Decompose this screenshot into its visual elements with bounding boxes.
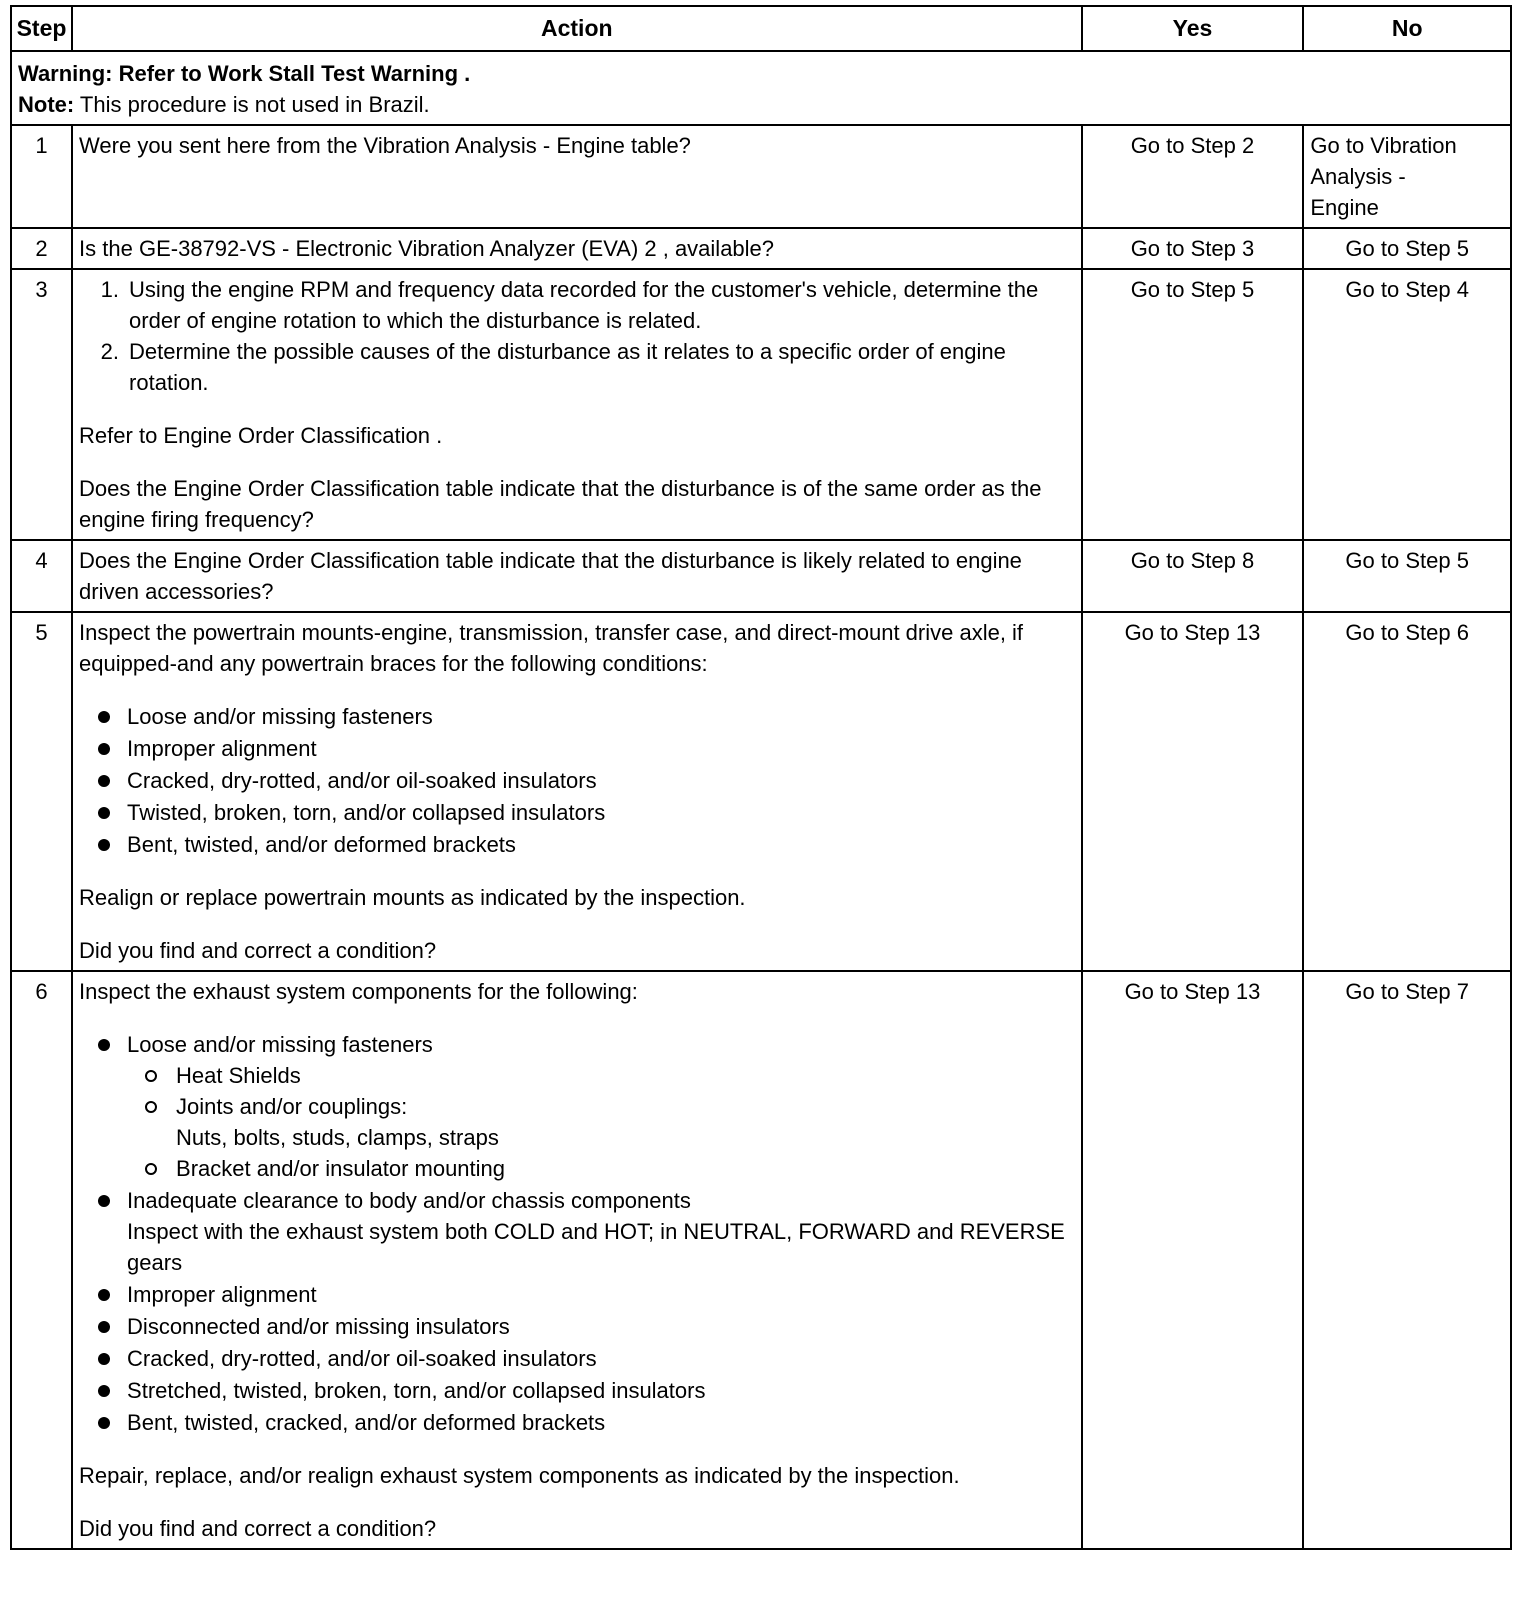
note-body: This procedure is not used in Brazil. <box>74 92 430 117</box>
step-number: 4 <box>11 540 72 612</box>
numbered-list <box>79 274 1074 398</box>
question-text: Does the Engine Order Classification table indicate that the disturbance is of the same order as the engine firing frequency? <box>79 476 1042 532</box>
list-item-detail: Inspect with the exhaust system both COLD and HOT; in NEUTRAL, FORWARD and REVERSE gears <box>127 1219 1065 1275</box>
instruction-text: Repair, replace, and/or realign exhaust system components as indicated by the inspection. <box>79 1463 960 1488</box>
action-text: Were you sent here from the Vibration Analysis - Engine table? <box>79 133 691 158</box>
step-number: 1 <box>11 125 72 228</box>
list-item: Stretched, twisted, broken, torn, and/or collapsed insulators <box>79 1375 1074 1406</box>
list-item: Improper alignment <box>79 1279 1074 1310</box>
step-number: 3 <box>11 269 72 540</box>
step-number: 6 <box>11 971 72 1549</box>
list-item <box>79 1185 1074 1278</box>
header-no: No <box>1303 6 1511 51</box>
no-cell: Go to Step 6 <box>1303 612 1511 971</box>
yes-cell: Go to Step 8 <box>1082 540 1304 612</box>
list-item-label: Loose and/or missing fasteners <box>127 1032 433 1057</box>
note-text <box>18 89 1504 120</box>
yes-cell: Go to Step 5 <box>1082 269 1304 540</box>
action-cell: Does the Engine Order Classification table indicate that the disturbance is likely related to engine driven accessories? <box>72 540 1081 612</box>
sub-list-item <box>127 1091 1074 1153</box>
list-item-label: Inadequate clearance to body and/or chassis components <box>127 1188 691 1213</box>
step-number: 2 <box>11 228 72 269</box>
action-cell: Is the GE-38792-VS - Electronic Vibration Analyzer (EVA) 2 , available? <box>72 228 1081 269</box>
note-label: Note: <box>18 92 75 117</box>
no-line: Analysis - <box>1310 164 1406 189</box>
list-item: Cracked, dry-rotted, and/or oil-soaked insulators <box>79 1343 1074 1374</box>
question-text: Did you find and correct a condition? <box>79 938 437 963</box>
list-item: Bent, twisted, cracked, and/or deformed brackets <box>79 1407 1074 1438</box>
yes-cell: Go to Step 2 <box>1082 125 1304 228</box>
table-row <box>11 971 1511 1549</box>
diagnostic-table <box>10 5 1512 1550</box>
yes-cell: Go to Step 13 <box>1082 612 1304 971</box>
warning-cell <box>11 51 1511 125</box>
warning-text: Warning: Refer to Work Stall Test Warning . <box>18 61 471 86</box>
table-row <box>11 540 1511 612</box>
refer-text: Refer to Engine Order Classification . <box>79 423 443 448</box>
list-item: 1. Using the engine RPM and frequency data recorded for the customer's vehicle, determine the order of engine rotation to which the disturbance is related. <box>125 274 1074 336</box>
list-item: 2. Determine the possible causes of the disturbance as it relates to a specific order of engine rotation. <box>125 336 1074 398</box>
list-item: Bent, twisted, and/or deformed brackets <box>79 829 1074 860</box>
no-line: Engine <box>1310 195 1379 220</box>
sub-list-item: Bracket and/or insulator mounting <box>127 1153 1074 1184</box>
bullet-list <box>79 701 1074 860</box>
list-item: Improper alignment <box>79 733 1074 764</box>
header-step: Step <box>11 6 72 51</box>
step-number: 5 <box>11 612 72 971</box>
yes-cell: Go to Step 13 <box>1082 971 1304 1549</box>
table-row <box>11 125 1511 228</box>
no-cell: Go to Step 5 <box>1303 540 1511 612</box>
intro-text: Inspect the powertrain mounts-engine, transmission, transfer case, and direct-mount drive axle, if equipped-and any powertrain braces for the following conditions: <box>79 620 1024 676</box>
no-cell <box>1303 125 1511 228</box>
instruction-text: Realign or replace powertrain mounts as indicated by the inspection. <box>79 885 746 910</box>
header-yes: Yes <box>1082 6 1304 51</box>
list-item: Loose and/or missing fasteners <box>79 701 1074 732</box>
sub-list-item: Heat Shields <box>127 1060 1074 1091</box>
sub-list-label: Joints and/or couplings: <box>176 1094 408 1119</box>
header-row <box>11 6 1511 51</box>
sub-list <box>127 1060 1074 1184</box>
action-cell <box>72 125 1081 228</box>
action-cell <box>72 971 1081 1549</box>
header-action: Action <box>72 6 1081 51</box>
question-text: Did you find and correct a condition? <box>79 1516 437 1541</box>
table-row <box>11 228 1511 269</box>
no-cell: Go to Step 5 <box>1303 228 1511 269</box>
warning-row <box>11 51 1511 125</box>
list-item: Disconnected and/or missing insulators <box>79 1311 1074 1342</box>
no-cell: Go to Step 4 <box>1303 269 1511 540</box>
intro-text: Inspect the exhaust system components for the following: <box>79 979 638 1004</box>
yes-cell: Go to Step 3 <box>1082 228 1304 269</box>
list-item: Twisted, broken, torn, and/or collapsed insulators <box>79 797 1074 828</box>
list-item <box>79 1029 1074 1184</box>
list-item: Cracked, dry-rotted, and/or oil-soaked insulators <box>79 765 1074 796</box>
no-cell: Go to Step 7 <box>1303 971 1511 1549</box>
action-cell <box>72 269 1081 540</box>
action-cell <box>72 612 1081 971</box>
table-row <box>11 612 1511 971</box>
bullet-list <box>79 1029 1074 1438</box>
sub-list-detail: Nuts, bolts, studs, clamps, straps <box>176 1125 499 1150</box>
table-row <box>11 269 1511 540</box>
no-line: Go to Vibration <box>1310 133 1457 158</box>
